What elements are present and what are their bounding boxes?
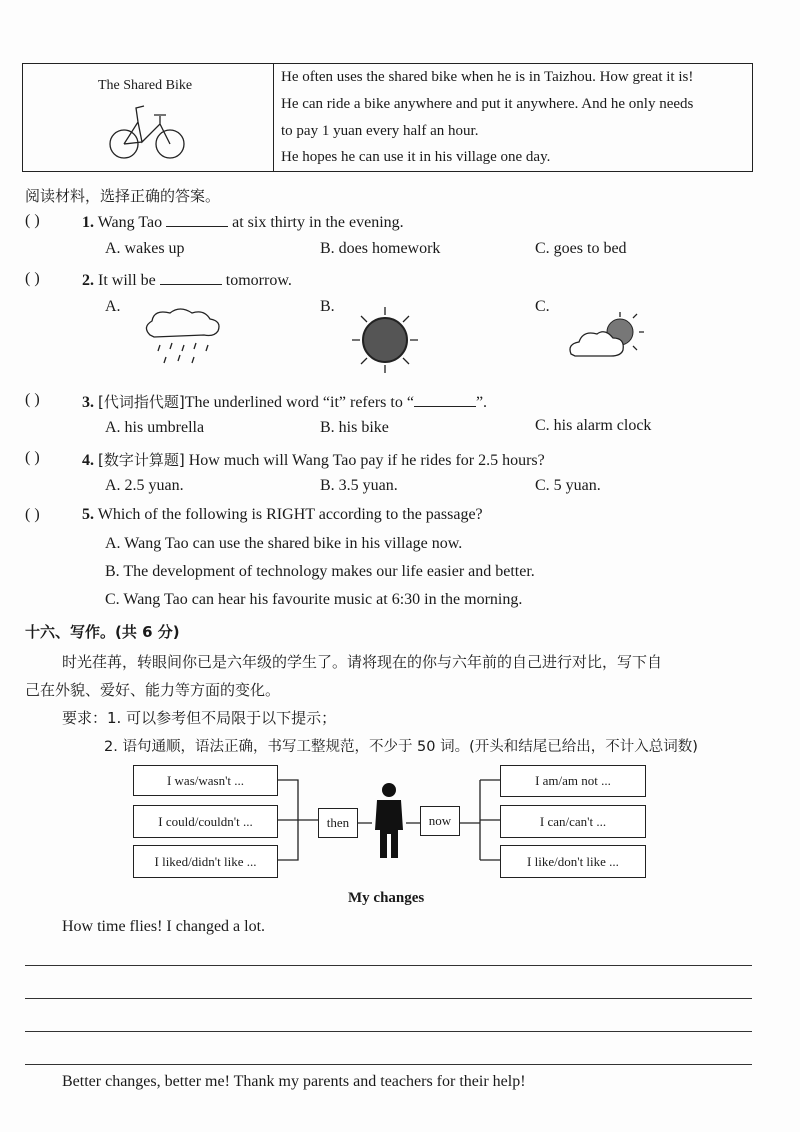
question-number: 3. <box>82 394 94 411</box>
question-text: It will be <box>98 272 156 289</box>
option-b: B. does homework <box>320 240 441 257</box>
section-heading: 十六、写作。(共 6 分) <box>25 623 180 641</box>
now-box: I like/don't like ... <box>500 845 646 878</box>
option-a: A. Wang Tao can use the shared bike in his village now. <box>105 535 463 552</box>
writing-line[interactable] <box>25 1031 752 1032</box>
writing-line[interactable] <box>25 1064 752 1065</box>
option-a: A. 2.5 yuan. <box>105 477 184 494</box>
now-box: I can/can't ... <box>500 805 646 838</box>
writing-line[interactable] <box>25 965 752 966</box>
question-text: tomorrow. <box>225 272 292 289</box>
then-label: then <box>318 808 358 838</box>
writing-prompt: 己在外貌、爱好、能力等方面的变化。 <box>25 681 281 699</box>
option-b: B. The development of technology makes our life easier and better. <box>105 563 535 580</box>
answer-paren[interactable]: ( ) <box>25 506 40 523</box>
question-text: ”. <box>475 394 488 411</box>
question-text: at six thirty in the evening. <box>232 214 404 231</box>
answer-paren[interactable]: ( ) <box>25 270 40 287</box>
passage-line: He hopes he can use it in his village one day. <box>281 149 551 165</box>
option-b: B. <box>320 298 335 315</box>
question-number: 1. <box>82 214 94 231</box>
writing-line[interactable] <box>25 998 752 999</box>
closing-sentence: Better changes, better me! Thank my parents and teachers for their help! <box>62 1073 526 1090</box>
question-text: Wang Tao <box>97 214 163 231</box>
option-b: B. his bike <box>320 419 389 436</box>
option-a: A. <box>105 298 121 315</box>
opening-sentence: How time flies! I changed a lot. <box>62 918 266 935</box>
diagram-title: My changes <box>348 890 425 906</box>
question-tag: [数字计算题] <box>98 451 185 469</box>
then-box: I could/couldn't ... <box>133 805 278 838</box>
now-box: I am/am not ... <box>500 765 646 797</box>
writing-prompt: 时光荏苒，转眼间你已是六年级的学生了。请将现在的你与六年前的自己进行对比，写下自 <box>62 653 663 671</box>
then-box: I was/wasn't ... <box>133 765 278 796</box>
option-c: C. <box>535 298 550 315</box>
requirement: 2. 语句通顺，语法正确，书写工整规范，不少于 50 词。(开头和结尾已给出，不计入总词数) <box>104 739 698 755</box>
passage-title: The Shared Bike <box>98 78 193 93</box>
now-label: now <box>420 806 460 836</box>
question-tag: [代词指代题] <box>98 393 185 411</box>
person-icon <box>372 782 406 860</box>
passage-line: He often uses the shared bike when he is in Taizhou. How great it is! <box>281 69 694 85</box>
option-a: A. wakes up <box>105 240 185 257</box>
question-number: 5. <box>82 506 94 523</box>
option-c: C. goes to bed <box>535 240 627 257</box>
answer-paren[interactable]: ( ) <box>25 391 40 408</box>
answer-paren[interactable]: ( ) <box>25 212 40 229</box>
question-number: 4. <box>82 452 94 469</box>
requirement: 要求：1. 可以参考但不局限于以下提示； <box>62 709 337 727</box>
option-c: C. 5 yuan. <box>535 477 601 494</box>
passage-line: to pay 1 yuan every half an hour. <box>281 123 479 139</box>
option-c: C. Wang Tao can hear his favourite music at 6:30 in the morning. <box>105 591 523 608</box>
then-box: I liked/didn't like ... <box>133 845 278 878</box>
answer-paren[interactable]: ( ) <box>25 449 40 466</box>
question-text: Which of the following is RIGHT according to the passage? <box>97 506 483 523</box>
option-a: A. his umbrella <box>105 419 205 436</box>
passage-line: He can ride a bike anywhere and put it anywhere. And he only needs <box>281 96 694 112</box>
question-text: The underlined word “it” refers to “ <box>184 394 414 411</box>
instruction: 阅读材料，选择正确的答案。 <box>25 187 221 205</box>
option-b: B. 3.5 yuan. <box>320 477 398 494</box>
question-number: 2. <box>82 272 94 289</box>
option-c: C. his alarm clock <box>535 417 652 434</box>
question-text: How much will Wang Tao pay if he rides for 2.5 hours? <box>188 452 545 469</box>
